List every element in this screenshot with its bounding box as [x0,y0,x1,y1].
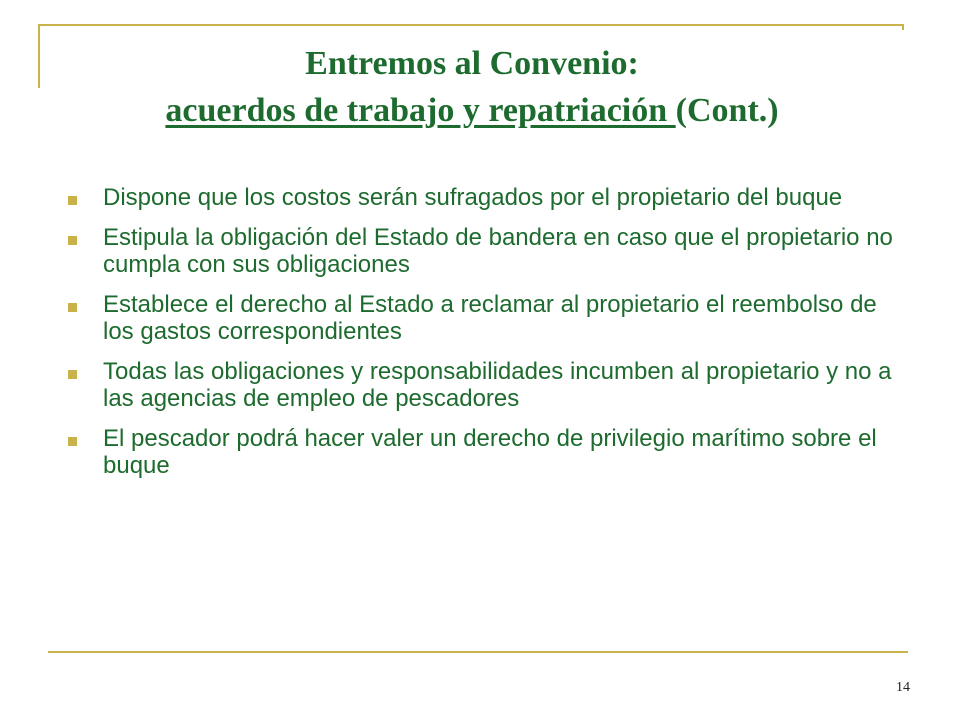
bullet-text: Todas las obligaciones y responsabilidades incumben al propietario y no a las agencias de empleo de pescadores [103,358,892,412]
bullet-item [64,425,914,479]
frame-top-rule [38,24,904,26]
footer-rule [48,651,908,653]
square-bullet-icon [68,236,77,245]
frame-right-tick [902,24,904,30]
title-line-1: Entremos al Convenio: [305,45,639,82]
bullet-list [64,184,914,492]
bullet-item [64,358,914,412]
slide-title [40,40,904,134]
bullet-text: Establece el derecho al Estado a reclamar al propietario el reembolso de los gastos correspondientes [103,291,877,345]
bullet-text: El pescador podrá hacer valer un derecho de privilegio marítimo sobre el buque [103,425,877,479]
square-bullet-icon [68,303,77,312]
square-bullet-icon [68,437,77,446]
square-bullet-icon [68,370,77,379]
title-line-2-rest: (Cont.) [675,92,779,129]
bullet-item [64,291,914,345]
bullet-item [64,224,914,278]
title-line-2-underlined: acuerdos de trabajo y repatriación [165,92,676,129]
square-bullet-icon [68,196,77,205]
bullet-text: Estipula la obligación del Estado de bandera en caso que el propietario no cumpla con sus obligaciones [103,224,893,278]
bullet-text: Dispone que los costos serán sufragados por el propietario del buque [103,184,843,211]
bullet-item [64,184,914,211]
page-number: 14 [896,680,910,695]
